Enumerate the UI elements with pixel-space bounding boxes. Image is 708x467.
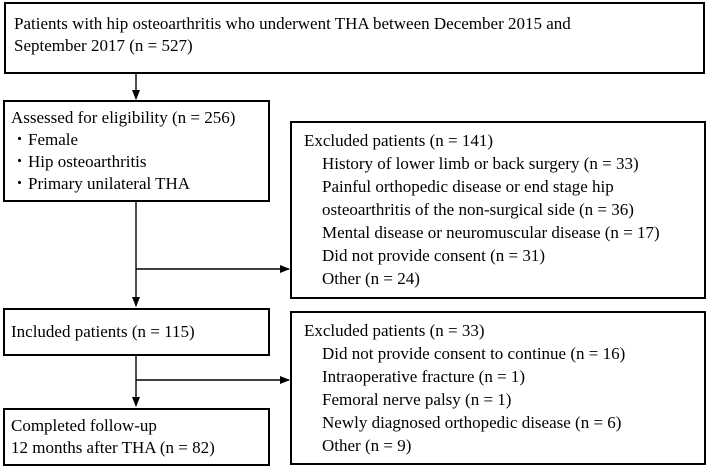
completed-line-1: Completed follow-up <box>11 416 157 435</box>
exclusion-reason: osteoarthritis of the non-surgical side (n = 36) <box>322 200 634 219</box>
exclusion-reason: Intraoperative fracture (n = 1) <box>322 367 526 386</box>
criterion-item: ・Female <box>11 130 79 149</box>
included-title: Included patients (n = 115) <box>11 322 195 341</box>
total-line-1: Patients with hip osteoarthritis who underwent THA between December 2015 and <box>14 14 571 33</box>
exclusion-reason: Other (n = 24) <box>322 269 420 288</box>
exclusion-reason: Other (n = 9) <box>322 436 412 455</box>
exclusion-reason: Mental disease or neuromuscular disease (n = 17) <box>322 223 660 242</box>
exclusion-reason: Painful orthopedic disease or end stage hip <box>322 177 614 196</box>
included-patients-box <box>3 308 270 356</box>
criterion-item: ・Hip osteoarthritis <box>11 152 147 171</box>
total-patients-box <box>4 2 705 74</box>
assessed-title: Assessed for eligibility (n = 256) <box>11 108 236 127</box>
excluded1-title: Excluded patients (n = 141) <box>304 131 493 150</box>
completed-followup-box <box>3 408 270 466</box>
total-line-2: September 2017 (n = 527) <box>14 36 193 55</box>
excluded2-title: Excluded patients (n = 33) <box>304 321 485 340</box>
excluded-patients-box-2 <box>290 311 706 465</box>
excluded-patients-box-1 <box>290 121 706 299</box>
exclusion-reason: Femoral nerve palsy (n = 1) <box>322 390 512 409</box>
exclusion-reason: Did not provide consent to continue (n = 16) <box>322 344 626 363</box>
completed-line-2: 12 months after THA (n = 82) <box>11 438 215 457</box>
assessed-eligibility-box <box>3 100 270 202</box>
criterion-item: ・Primary unilateral THA <box>11 174 191 193</box>
exclusion-reason: History of lower limb or back surgery (n = 33) <box>322 154 639 173</box>
exclusion-reason: Newly diagnosed orthopedic disease (n = 6) <box>322 413 622 432</box>
exclusion-reason: Did not provide consent (n = 31) <box>322 246 545 265</box>
